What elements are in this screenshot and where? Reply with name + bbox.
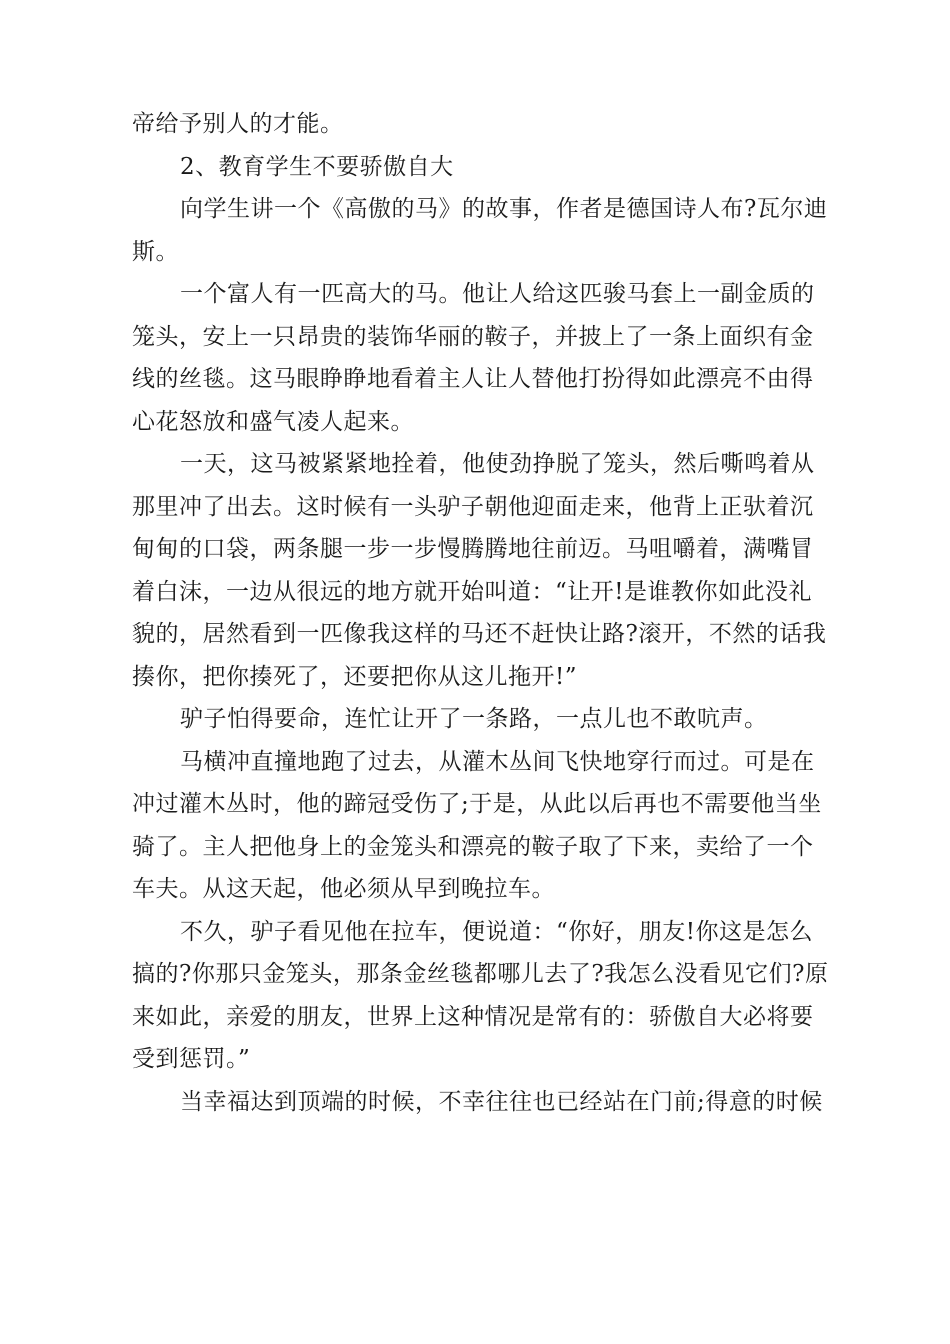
paragraph-3 (132, 188, 832, 273)
text-line: 着白沫，一边从很远的地方就开始叫道：“让开!是谁教你如此没礼 (132, 578, 813, 605)
text-line: 一天，这马被紧紧地拴着，他使劲挣脱了笼头，然后嘶鸣着从 (180, 451, 815, 477)
text-line: 斯。 (132, 238, 179, 265)
text-line: 来如此，亲爱的朋友，世界上这种情况是常有的：骄傲自大必将要 (132, 1003, 814, 1030)
document-body (132, 103, 832, 1123)
text-line: 搞的?你那只金笼头，那条金丝毯都哪儿去了?我怎么没看见它们?原 (132, 961, 829, 987)
text-line: 帝给予别人的才能。 (132, 111, 344, 137)
text-line: 受到惩罚。” (132, 1046, 251, 1072)
paragraph-1 (132, 103, 832, 146)
text-line: 揍你，把你揍死了，还要把你从这儿拖开!” (132, 663, 578, 690)
text-line: 2、教育学生不要骄傲自大 (180, 153, 454, 180)
text-line: 甸甸的口袋，两条腿一步一步慢腾腾地往前迈。马咀嚼着，满嘴冒 (132, 536, 814, 562)
text-line: 车夫。从这天起，他必须从早到晚拉车。 (132, 876, 555, 902)
text-line: 一个富人有一匹高大的马。他让人给这匹骏马套上一副金质的 (180, 281, 815, 307)
paragraph-5 (132, 443, 832, 698)
paragraph-6 (132, 698, 832, 741)
text-line: 线的丝毯。这马眼睁睁地看着主人让人替他打扮得如此漂亮不由得 (132, 366, 814, 392)
text-line: 向学生讲一个《高傲的马》的故事，作者是德国诗人布?瓦尔迪 (180, 196, 828, 222)
paragraph-4 (132, 273, 832, 443)
paragraph-7 (132, 741, 832, 911)
paragraph-9 (132, 1081, 832, 1124)
section-heading-2 (132, 146, 832, 189)
text-line: 那里冲了出去。这时候有一头驴子朝他迎面走来，他背上正驮着沉 (132, 493, 814, 520)
text-line: 冲过灌木丛时，他的蹄冠受伤了;于是，从此以后再也不需要他当坐 (132, 791, 822, 817)
text-line: 驴子怕得要命，连忙让开了一条路，一点儿也不敢吭声。 (180, 706, 768, 732)
text-line: 不久，驴子看见他在拉车，便说道：“你好，朋友!你这是怎么 (180, 918, 814, 945)
paragraph-8 (132, 911, 832, 1081)
text-line: 心花怒放和盛气凌人起来。 (132, 408, 414, 435)
text-line: 貌的，居然看到一匹像我这样的马还不赶快让路?滚开，不然的话我 (132, 621, 827, 647)
text-line: 当幸福达到顶端的时候，不幸往往也已经站在门前;得意的时候 (180, 1088, 823, 1115)
text-line: 笼头，安上一只昂贵的装饰华丽的鞍子，并披上了一条上面织有金 (132, 323, 814, 350)
text-line: 骑了。主人把他身上的金笼头和漂亮的鞍子取了下来，卖给了一个 (132, 833, 814, 860)
text-line: 马横冲直撞地跑了过去，从灌木丛间飞快地穿行而过。可是在 (180, 748, 815, 775)
